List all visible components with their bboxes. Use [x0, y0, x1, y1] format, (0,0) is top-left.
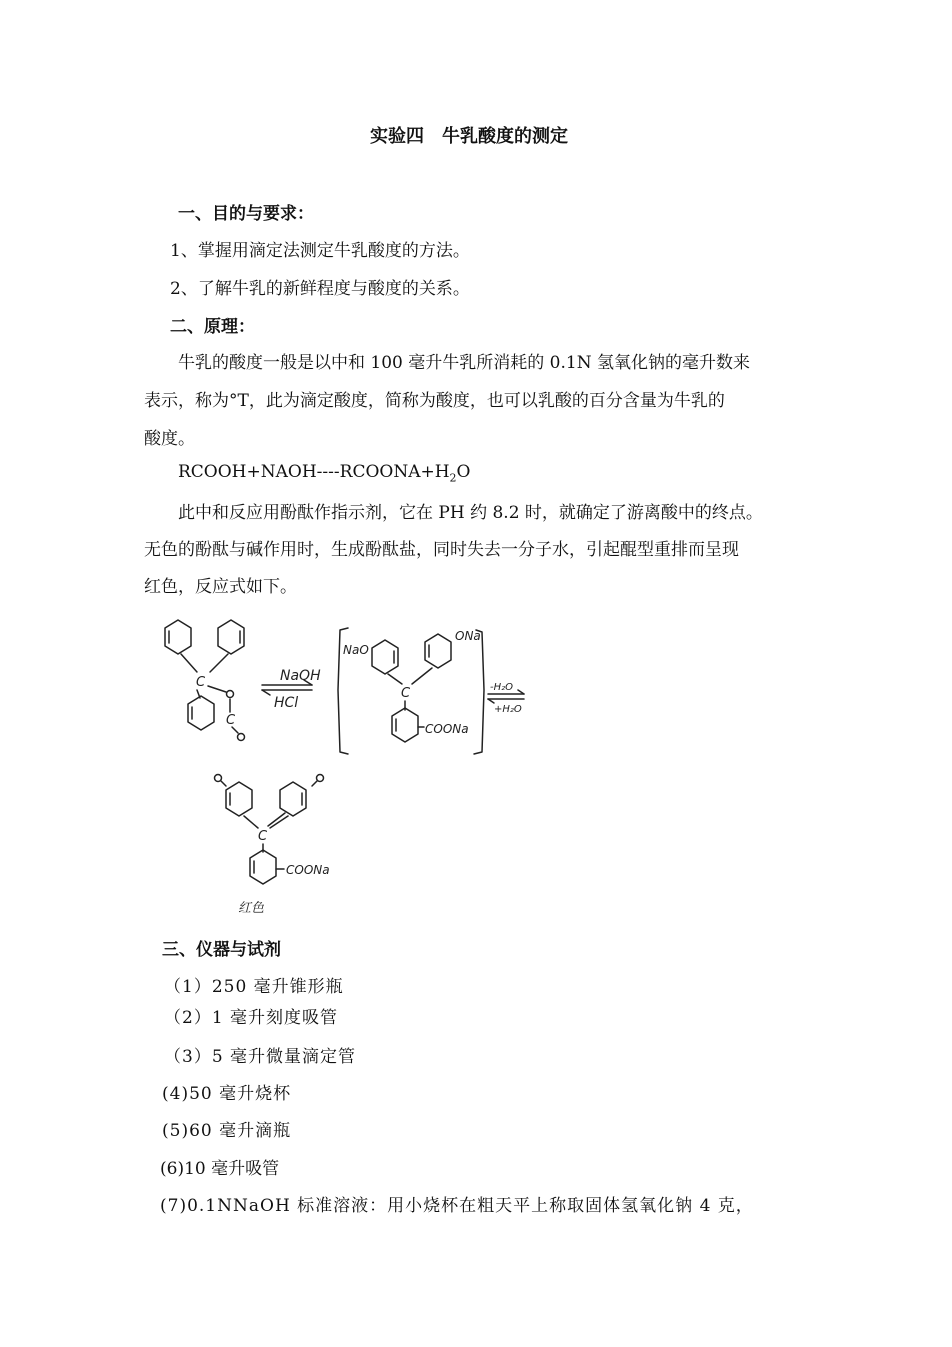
- purpose-item-2: 2、了解牛乳的新鲜程度与酸度的关系。: [170, 279, 470, 299]
- apparatus-item-3: （3）5 毫升微量滴定管: [164, 1047, 357, 1067]
- page-title: 实验四 牛乳酸度的测定: [370, 126, 568, 147]
- section-heading-purpose: 一、目的与要求：: [178, 204, 314, 224]
- apparatus-item-5: (5)60 毫升滴瓶: [162, 1121, 292, 1141]
- indicator-line-3: 红色，反应式如下。: [144, 577, 297, 597]
- product-color-label: 红色: [238, 901, 265, 916]
- dehydration-arrow: [488, 682, 524, 715]
- salt-label-nao: NaO: [343, 643, 369, 657]
- salt-label-coona: COONa: [425, 722, 469, 736]
- apparatus-item-1: （1）250 毫升锥形瓶: [164, 977, 344, 997]
- quinoid-product-structure: [215, 775, 330, 917]
- water-label-plus: +H₂O: [494, 704, 522, 715]
- principle-line-2: 表示，称为°T，此为滴定酸度，简称为酸度，也可以乳酸的百分含量为牛乳的: [144, 391, 725, 411]
- phenolate-salt-structure: [338, 628, 484, 754]
- water-label-minus: -H₂O: [490, 682, 514, 693]
- apparatus-item-2: （2）1 毫升刻度吸管: [164, 1008, 339, 1028]
- salt-label-ona: ONa: [455, 629, 481, 643]
- equation-main: RCOOH+NAOH----RCOONA+H: [178, 462, 450, 482]
- equilibrium-arrow: [262, 668, 321, 711]
- equation-tail: O: [456, 462, 471, 482]
- indicator-line-2: 无色的酚酞与碱作用时，生成酚酞盐，同时失去一分子水，引起醌型重排而呈现: [144, 540, 739, 560]
- apparatus-item-6: (6)10 毫升吸管: [160, 1159, 280, 1179]
- arrow-label-naoh: NaOH: [280, 668, 321, 684]
- indicator-line-1: 此中和反应用酚酞作指示剂，它在 PH 约 8.2 时，就确定了游离酸中的终点。: [178, 503, 763, 523]
- section-heading-apparatus: 三、仪器与试剂: [162, 940, 281, 960]
- apparatus-item-4: (4)50 毫升烧杯: [162, 1084, 292, 1104]
- central-carbon: C: [196, 675, 206, 690]
- product-label-coona: COONa: [286, 863, 330, 877]
- principle-line-3: 酸度。: [144, 429, 195, 449]
- svg-text:C: C: [226, 713, 236, 728]
- apparatus-item-7: (7)0.1NNaOH 标准溶液：用小烧杯在粗天平上称取固体氢氧化钠 4 克，: [160, 1196, 754, 1216]
- svg-text:C: C: [401, 686, 411, 701]
- equation-subscript: 2: [449, 471, 457, 485]
- principle-line-1: 牛乳的酸度一般是以中和 100 毫升牛乳所消耗的 0.1N 氢氧化钠的毫升数来: [178, 353, 750, 373]
- lactone-structure: [165, 620, 245, 741]
- svg-text:C: C: [258, 829, 268, 844]
- section-heading-principle: 二、原理：: [170, 317, 255, 337]
- arrow-label-hcl: HCl: [274, 695, 299, 711]
- purpose-item-1: 1、掌握用滴定法测定牛乳酸度的方法。: [170, 241, 470, 261]
